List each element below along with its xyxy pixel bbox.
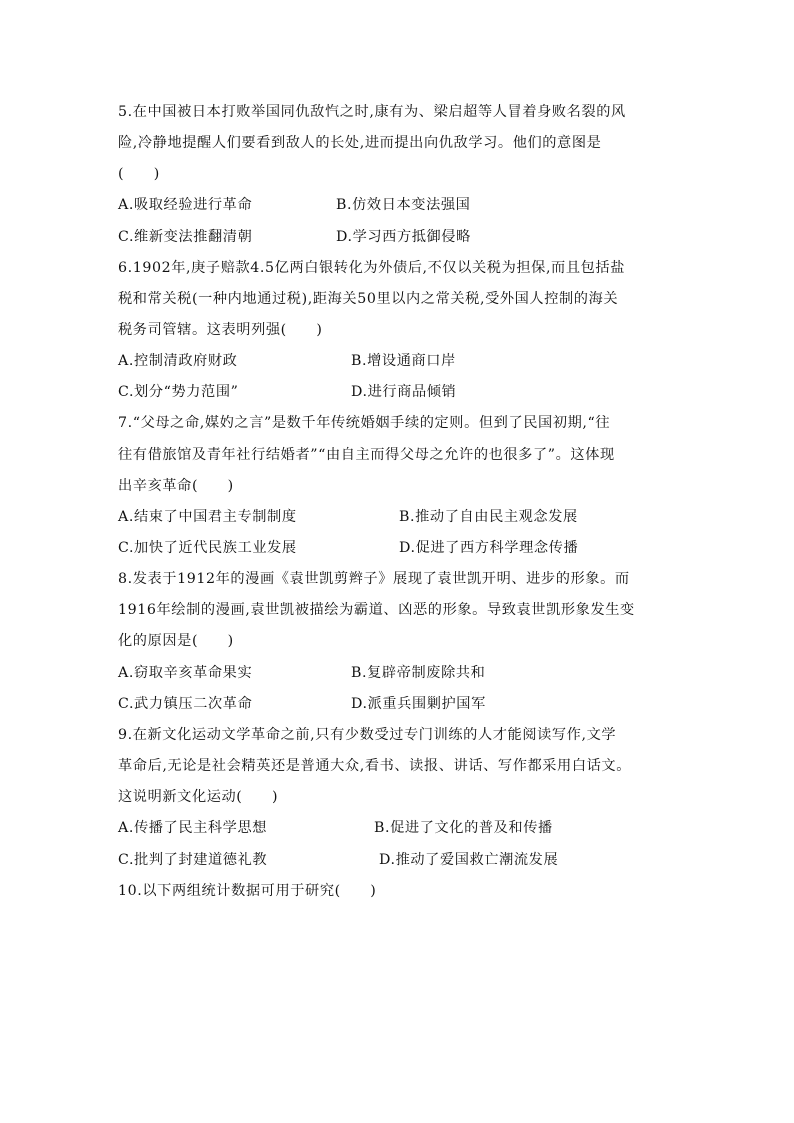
- question-6-line-1: 6.1902年,庚子赔款4.5亿两白银转化为外债后,不仅以关税为担保,而且包括盐: [118, 260, 625, 276]
- question-8-option-c: C.武力镇压二次革命: [118, 696, 253, 712]
- question-5-option-d: D.学习西方抵御侵略: [336, 229, 471, 245]
- question-9-option-c: C.批判了封建道德礼教: [118, 852, 268, 868]
- question-8-line-1: 8.发表于1912年的漫画《袁世凯剪辫子》展现了袁世凯开明、进步的形象。而: [118, 571, 630, 587]
- question-5-line-3: ( ): [118, 166, 160, 182]
- question-9-option-b: B.促进了文化的普及和传播: [374, 820, 553, 836]
- question-5-line-1: 5.在中国被日本打败举国同仇敌忾之时,康有为、梁启超等人冒着身败名裂的风: [118, 104, 626, 120]
- question-7-line-3: 出辛亥革命( ): [118, 478, 234, 494]
- question-9-line-2: 革命后,无论是社会精英还是普通大众,看书、读报、讲话、写作都采用白话文。: [118, 758, 631, 774]
- question-7-line-2: 往有借旅馆及青年社行结婚者”“由自主而得父母之允许的也很多了”。这体现: [118, 447, 615, 463]
- question-5-option-b: B.仿效日本变法强国: [336, 197, 471, 213]
- question-8-option-b: B.复辟帝制废除共和: [351, 665, 486, 681]
- question-8-line-2: 1916年绘制的漫画,袁世凯被描绘为霸道、凶恶的形象。导致袁世凯形象发生变: [118, 602, 635, 618]
- question-5-option-c: C.维新变法推翻清朝: [118, 229, 253, 245]
- question-7-option-b: B.推动了自由民主观念发展: [399, 509, 578, 525]
- question-6-option-b: B.增设通商口岸: [351, 353, 456, 369]
- question-7-option-d: D.促进了西方科学理念传播: [399, 540, 579, 556]
- question-9-option-a: A.传播了民主科学思想: [118, 820, 268, 836]
- question-7-line-1: 7.“父母之命,媒妁之言”是数千年传统婚姻手续的定则。但到了民国初期,“往: [118, 415, 611, 431]
- question-7-option-c: C.加快了近代民族工业发展: [118, 540, 297, 556]
- question-10-line-1: 10.以下两组统计数据可用于研究( ): [118, 883, 377, 899]
- question-5-option-a: A.吸取经验进行革命: [118, 197, 253, 213]
- question-6-line-3: 税务司管辖。这表明列强( ): [118, 322, 323, 338]
- question-5-line-2: 险,冷静地提醒人们要看到敌人的长处,进而提出向仇敌学习。他们的意图是: [118, 135, 602, 151]
- question-8-line-3: 化的原因是( ): [118, 633, 234, 649]
- question-6-option-d: D.进行商品倾销: [351, 384, 457, 400]
- question-9-line-1: 9.在新文化运动文学革命之前,只有少数受过专门训练的人才能阅读写作,文学: [118, 727, 617, 743]
- question-9-option-d: D.推动了爱国救亡潮流发展: [379, 852, 559, 868]
- question-6-option-c: C.划分“势力范围”: [118, 384, 239, 400]
- question-8-option-a: A.窃取辛亥革命果实: [118, 665, 253, 681]
- question-8-option-d: D.派重兵围剿护国军: [351, 696, 486, 712]
- question-6-option-a: A.控制清政府财政: [118, 353, 238, 369]
- question-6-line-2: 税和常关税(一种内地通过税),距海关50里以内之常关税,受外国人控制的海关: [118, 291, 619, 307]
- question-9-line-3: 这说明新文化运动( ): [118, 789, 279, 805]
- question-7-option-a: A.结束了中国君主专制制度: [118, 509, 297, 525]
